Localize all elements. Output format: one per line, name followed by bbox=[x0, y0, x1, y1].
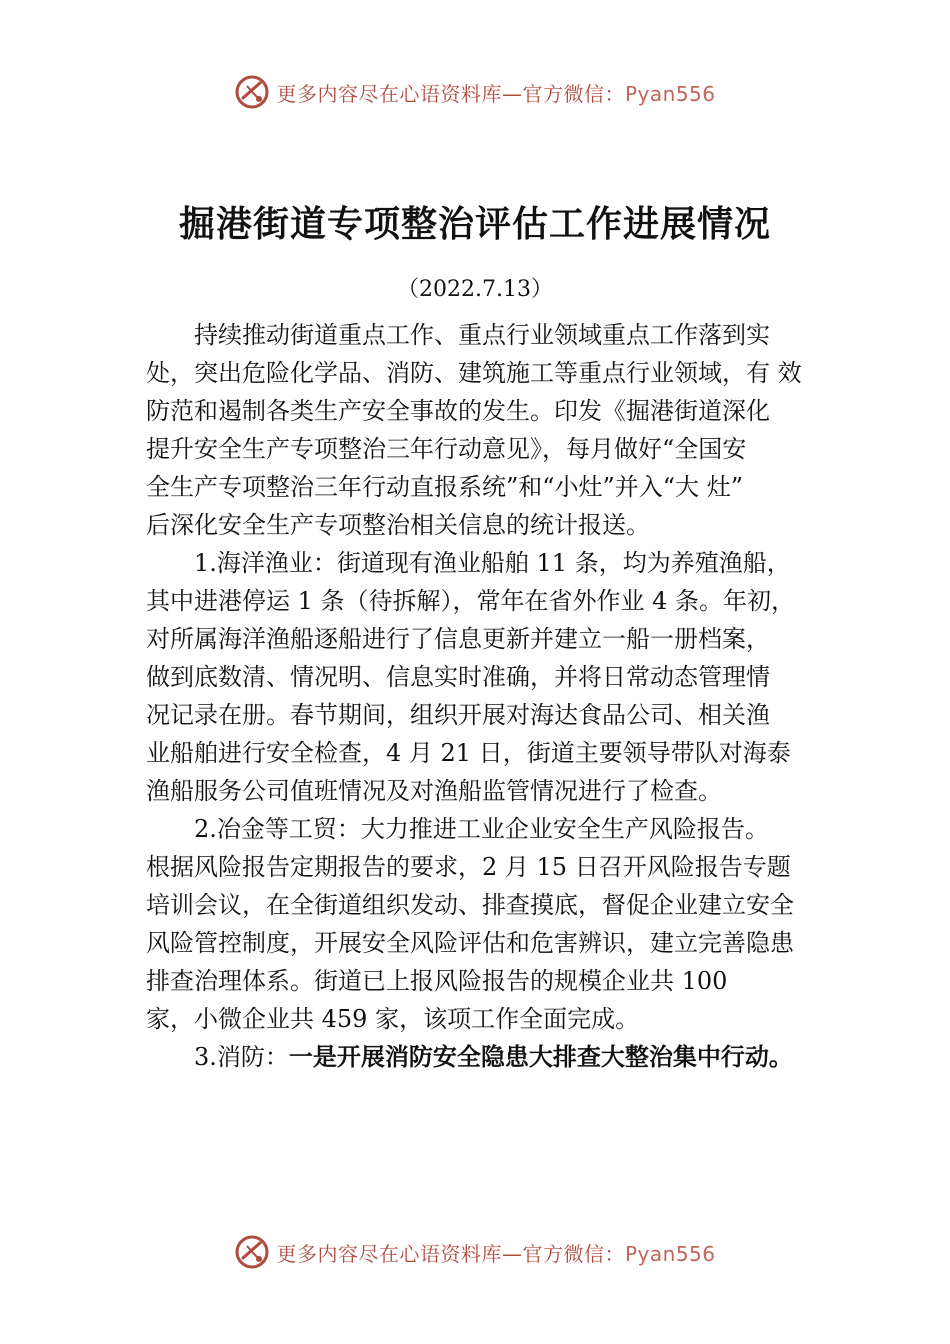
fire-bold-text: 一是开展消防安全隐患大排查大整治集中行动。 bbox=[288, 1042, 793, 1071]
body-line: 持续推动街道重点工作、重点行业领域重点工作落到实 bbox=[194, 321, 770, 349]
footer-banner-id: Pyan556 bbox=[624, 1241, 716, 1266]
header-banner-official: 官方微信： bbox=[522, 81, 625, 106]
body-line: 处，突出危险化学品、消防、建筑施工等重点行业领域，有 效 bbox=[146, 359, 802, 387]
header-banner-text bbox=[276, 78, 715, 107]
footer-banner-official: 官方微信： bbox=[522, 1241, 625, 1266]
body-line: 业船舶进行安全检查，4 月 21 日，街道主要领导带队对海泰 bbox=[146, 739, 791, 767]
body-line: 防范和遏制各类生产安全事故的发生。印发《掘港街道深化 bbox=[146, 397, 770, 425]
document-title: 掘港街道专项整治评估工作进展情况 bbox=[178, 203, 771, 245]
body-line: 况记录在册。春节期间，组织开展对海达食品公司、相关渔 bbox=[146, 701, 770, 729]
header-banner-id: Pyan556 bbox=[624, 81, 716, 106]
body-line: 1.海洋渔业：街道现有渔业船舶 11 条，均为养殖渔船， bbox=[194, 549, 791, 577]
body-line: 提升安全生产专项整治三年行动意见》，每月做好“全国安 bbox=[146, 435, 747, 463]
document-body bbox=[146, 316, 826, 1076]
body-line: 根据风险报告定期报告的要求，2 月 15 日召开风险报告专题 bbox=[146, 853, 791, 881]
body-line: 培训会议，在全街道组织发动、排查摸底，督促企业建立安全 bbox=[146, 891, 794, 919]
document-date: （2022.7.13） bbox=[397, 277, 553, 302]
header-banner bbox=[0, 72, 950, 112]
body-line: 对所属海洋渔船逐船进行了信息更新并建立一船一册档案， bbox=[146, 625, 770, 653]
footer-banner bbox=[0, 1232, 950, 1272]
logo-icon bbox=[234, 1234, 270, 1270]
body-line: 其中进港停运 1 条（待拆解），常年在省外作业 4 条。年初， bbox=[146, 587, 796, 615]
footer-banner-sep: — bbox=[501, 1241, 523, 1266]
body-line: 做到底数清、情况明、信息实时准确，并将日常动态管理情 bbox=[146, 663, 770, 691]
body-line: 渔船服务公司值班情况及对渔船监管情况进行了检查。 bbox=[146, 777, 722, 805]
body-line: 风险管控制度，开展安全风险评估和危害辨识，建立完善隐患 bbox=[146, 929, 794, 957]
footer-banner-main: 更多内容尽在心语资料库 bbox=[276, 1241, 502, 1266]
body-line: 排查治理体系。街道已上报风险报告的规模企业共 100 bbox=[146, 967, 728, 995]
body-line: 家，小微企业共 459 家，该项工作全面完成。 bbox=[146, 1005, 640, 1033]
body-line-fire bbox=[146, 1038, 826, 1076]
body-line: 后深化安全生产专项整治相关信息的统计报送。 bbox=[146, 511, 650, 539]
fire-prefix: 3.消防： bbox=[194, 1043, 289, 1071]
logo-icon bbox=[234, 74, 270, 110]
footer-banner-text bbox=[276, 1238, 715, 1267]
header-banner-sep: — bbox=[501, 81, 523, 106]
header-banner-main: 更多内容尽在心语资料库 bbox=[276, 81, 502, 106]
body-line: 2.冶金等工贸：大力推进工业企业安全生产风险报告。 bbox=[194, 815, 769, 843]
body-line: 全生产专项整治三年行动直报系统”和“小灶”并入“大 灶” bbox=[146, 473, 743, 501]
